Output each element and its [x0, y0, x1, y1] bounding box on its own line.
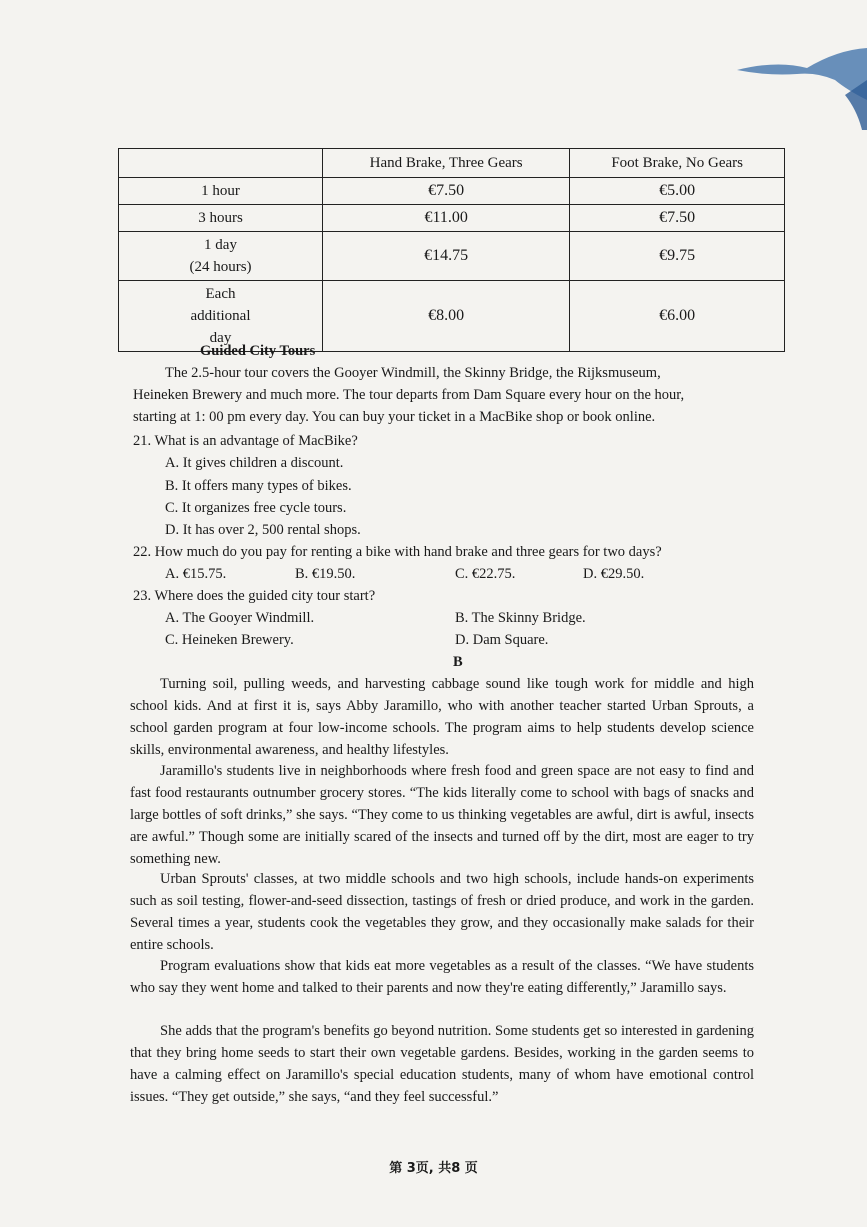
- tours-line: The 2.5-hour tour covers the Gooyer Windmill, the Skinny Bridge, the Rijksmuseum,: [165, 365, 661, 381]
- price-foot: €7.50: [570, 205, 785, 232]
- q23-option-a[interactable]: A. The Gooyer Windmill.: [165, 610, 315, 626]
- q22-option-b[interactable]: B. €19.50.: [295, 566, 356, 582]
- bike-rental-price-table: [118, 148, 785, 352]
- tours-heading: Guided City Tours: [200, 343, 316, 359]
- passage-b-paragraph-3: Urban Sprouts' classes, at two middle schools and two high schools, include hands-on experiments such as soil testing, flower-and-seed dissection, tastings of fresh or dried produce, and work in the garden. Several times a year, students cook the vegetables they grow, and they occasionally make salads for their entire schools.: [130, 871, 754, 953]
- question-21-stem: 21. What is an advantage of MacBike?: [133, 433, 358, 449]
- passage-b-paragraph-4: Program evaluations show that kids eat more vegetables as a result of the classes. “We have students who say they went home and talked to their parents and now they're eating differently,” Jaramillo says.: [130, 958, 754, 996]
- price-hand: €8.00: [323, 281, 570, 352]
- table-row: [119, 178, 785, 205]
- row-label-line: day: [209, 330, 232, 346]
- q22-option-a[interactable]: A. €15.75.: [165, 566, 227, 582]
- price-foot: €5.00: [570, 178, 785, 205]
- q22-option-d[interactable]: D. €29.50.: [583, 566, 645, 582]
- row-label: 1 hour: [119, 178, 323, 205]
- question-23-stem: 23. Where does the guided city tour start?: [133, 588, 376, 604]
- q23-option-d[interactable]: D. Dam Square.: [455, 632, 549, 648]
- table-header-empty: [119, 149, 323, 178]
- q23-option-b[interactable]: B. The Skinny Bridge.: [455, 610, 586, 626]
- q22-option-c[interactable]: C. €22.75.: [455, 566, 516, 582]
- question-22-stem: 22. How much do you pay for renting a bike with hand brake and three gears for two days?: [133, 544, 662, 560]
- passage-b-paragraph-5: She adds that the program's benefits go beyond nutrition. Some students get so interested in gardening that they bring home seeds to start their own vegetable gardens. Besides, working in the garden seems to have a calming effect on Jaramillo's special education students, many of whom have emotional control issues. “They get outside,” she says, “and they feel successful.”: [130, 1023, 754, 1105]
- q21-option-a[interactable]: A. It gives children a discount.: [165, 455, 344, 471]
- table-header-foot-brake: Foot Brake, No Gears: [570, 149, 785, 178]
- passage-b-paragraph-2: Jaramillo's students live in neighborhoods where fresh food and green space are not easy to find and fast food restaurants outnumber grocery stores. “The kids literally come to school with bags of snacks and large bottles of soft drinks,” she says. “They come to us thinking vegetables are awful, dirt is awful, insects are awful.” Though some are initially scared of the insects and turned off by the dirt, most are eager to try something new.: [130, 763, 754, 867]
- row-label-line: (24 hours): [189, 259, 252, 275]
- q21-option-b[interactable]: B. It offers many types of bikes.: [165, 478, 352, 494]
- q21-option-c[interactable]: C. It organizes free cycle tours.: [165, 500, 347, 516]
- row-label-line: Each: [205, 286, 236, 302]
- price-foot: €6.00: [570, 281, 785, 352]
- price-hand: €11.00: [323, 205, 570, 232]
- price-hand: €7.50: [323, 178, 570, 205]
- row-label: [119, 232, 323, 281]
- table-header-hand-brake: Hand Brake, Three Gears: [323, 149, 570, 178]
- passage-b-paragraph-1: Turning soil, pulling weeds, and harvesting cabbage sound like tough work for middle and high school kids. And at first it is, says Abby Jaramillo, who with another teacher started Urban Sprouts, a school garden program at four low-income schools. The program aims to help students develop science skills, environmental awareness, and healthy lifestyles.: [130, 676, 754, 758]
- corner-ink-stain: [717, 40, 867, 130]
- row-label-line: 1 day: [204, 237, 237, 253]
- price-hand: €14.75: [323, 232, 570, 281]
- row-label: 3 hours: [119, 205, 323, 232]
- row-label-line: additional: [190, 308, 251, 324]
- q21-option-d[interactable]: D. It has over 2, 500 rental shops.: [165, 522, 361, 538]
- table-row: [119, 232, 785, 281]
- tours-line: Heineken Brewery and much more. The tour departs from Dam Square every hour on the hour,: [133, 387, 685, 403]
- q23-option-c[interactable]: C. Heineken Brewery.: [165, 632, 294, 648]
- table-row: [119, 205, 785, 232]
- page-number-footer: 第 3页, 共8 页: [389, 1161, 478, 1176]
- section-b-heading: B: [453, 654, 463, 670]
- price-foot: €9.75: [570, 232, 785, 281]
- tours-line: starting at 1: 00 pm every day. You can buy your ticket in a MacBike shop or book online.: [133, 409, 656, 425]
